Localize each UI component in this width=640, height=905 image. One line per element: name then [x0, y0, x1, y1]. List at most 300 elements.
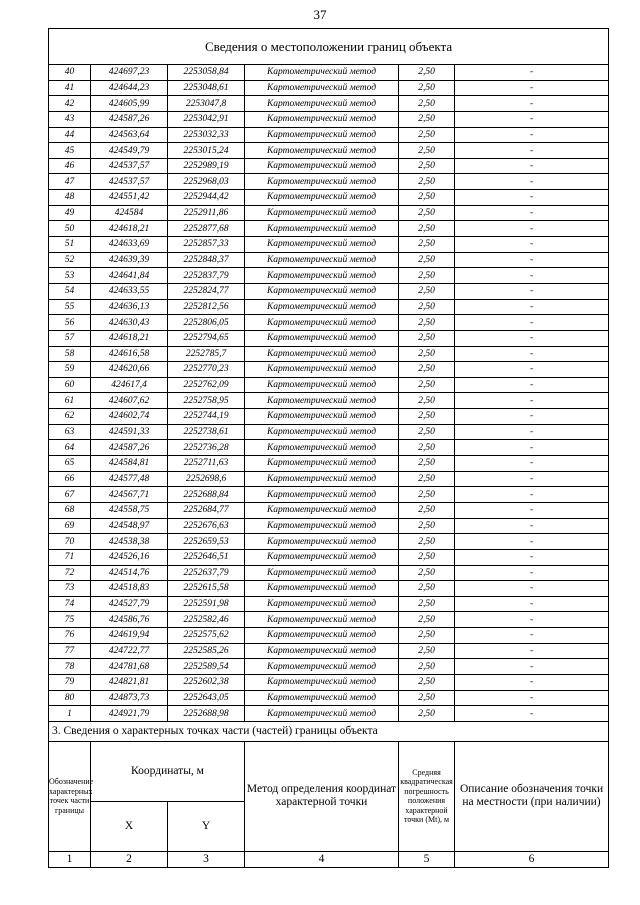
- coord-x: 424873,73: [91, 690, 168, 706]
- column-number: 2: [91, 851, 168, 867]
- table-row: [49, 252, 609, 268]
- point-number: 58: [49, 346, 91, 362]
- error-value: 2,50: [399, 393, 455, 409]
- method: Картометрический метод: [245, 690, 399, 706]
- error-value: 2,50: [399, 190, 455, 206]
- coord-y: 2252738,61: [168, 424, 245, 440]
- description: -: [455, 549, 609, 565]
- error-value: 2,50: [399, 690, 455, 706]
- header-designation: Обозначение характерных точек части границы: [49, 741, 91, 851]
- point-number: 60: [49, 377, 91, 393]
- point-number: 73: [49, 581, 91, 597]
- method: Картометрический метод: [245, 659, 399, 675]
- method: Картометрический метод: [245, 330, 399, 346]
- coord-x: 424551,42: [91, 190, 168, 206]
- coord-x: 424644,23: [91, 80, 168, 96]
- error-value: 2,50: [399, 659, 455, 675]
- description: -: [455, 518, 609, 534]
- description: -: [455, 674, 609, 690]
- method: Картометрический метод: [245, 628, 399, 644]
- point-number: 68: [49, 502, 91, 518]
- method: Картометрический метод: [245, 549, 399, 565]
- table-row: [49, 628, 609, 644]
- description: -: [455, 487, 609, 503]
- coord-x: 424607,62: [91, 393, 168, 409]
- error-value: 2,50: [399, 221, 455, 237]
- method: Картометрический метод: [245, 643, 399, 659]
- coord-x: 424537,57: [91, 174, 168, 190]
- method: Картометрический метод: [245, 205, 399, 221]
- method: Картометрический метод: [245, 158, 399, 174]
- table-row: [49, 706, 609, 722]
- point-number: 74: [49, 596, 91, 612]
- method: Картометрический метод: [245, 502, 399, 518]
- table-row: [49, 205, 609, 221]
- coord-y: 2253048,61: [168, 80, 245, 96]
- coord-x: 424617,4: [91, 377, 168, 393]
- description: -: [455, 237, 609, 253]
- coord-x: 424514,76: [91, 565, 168, 581]
- coord-x: 424722,77: [91, 643, 168, 659]
- coord-y: 2252575,62: [168, 628, 245, 644]
- point-number: 63: [49, 424, 91, 440]
- point-number: 47: [49, 174, 91, 190]
- coord-y: 2252944,42: [168, 190, 245, 206]
- method: Картометрический метод: [245, 346, 399, 362]
- point-number: 72: [49, 565, 91, 581]
- description: -: [455, 643, 609, 659]
- table-row: [49, 518, 609, 534]
- method: Картометрический метод: [245, 65, 399, 81]
- table-row: [49, 456, 609, 472]
- method: Картометрический метод: [245, 596, 399, 612]
- description: -: [455, 158, 609, 174]
- coord-x: 424619,94: [91, 628, 168, 644]
- coord-y: 2252812,56: [168, 299, 245, 315]
- table-row: [49, 237, 609, 253]
- method: Картометрический метод: [245, 440, 399, 456]
- method: Картометрический метод: [245, 612, 399, 628]
- coord-x: 424616,58: [91, 346, 168, 362]
- coord-x: 424633,55: [91, 283, 168, 299]
- coord-x: 424584,81: [91, 456, 168, 472]
- error-value: 2,50: [399, 174, 455, 190]
- error-value: 2,50: [399, 409, 455, 425]
- method: Картометрический метод: [245, 299, 399, 315]
- error-value: 2,50: [399, 612, 455, 628]
- point-number: 52: [49, 252, 91, 268]
- coord-x: 424577,48: [91, 471, 168, 487]
- coord-x: 424602,74: [91, 409, 168, 425]
- method: Картометрический метод: [245, 674, 399, 690]
- error-value: 2,50: [399, 549, 455, 565]
- method: Картометрический метод: [245, 409, 399, 425]
- column-numbers-row: [49, 851, 609, 867]
- coord-x: 424567,71: [91, 487, 168, 503]
- section-title: Сведения о местоположении границ объекта: [49, 29, 609, 65]
- coord-y: 2252736,28: [168, 440, 245, 456]
- method: Картометрический метод: [245, 534, 399, 550]
- method: Картометрический метод: [245, 237, 399, 253]
- description: -: [455, 424, 609, 440]
- table-row: [49, 471, 609, 487]
- error-value: 2,50: [399, 440, 455, 456]
- table-row: [49, 612, 609, 628]
- coord-y: 2252589,54: [168, 659, 245, 675]
- error-value: 2,50: [399, 268, 455, 284]
- coord-y: 2252785,7: [168, 346, 245, 362]
- table-row: [49, 127, 609, 143]
- table-row: [49, 674, 609, 690]
- error-value: 2,50: [399, 581, 455, 597]
- method: Картометрический метод: [245, 315, 399, 331]
- column-number: 3: [168, 851, 245, 867]
- coord-x: 424821,81: [91, 674, 168, 690]
- coord-y: 2252602,38: [168, 674, 245, 690]
- coord-y: 2252646,51: [168, 549, 245, 565]
- description: -: [455, 659, 609, 675]
- table-row: [49, 346, 609, 362]
- coord-y: 2252585,26: [168, 643, 245, 659]
- table-row: [49, 158, 609, 174]
- error-value: 2,50: [399, 252, 455, 268]
- table-row: [49, 502, 609, 518]
- point-number: 43: [49, 111, 91, 127]
- header-description: Описание обозначения точки на местности (при наличии): [455, 741, 609, 851]
- header-method: Метод определения координат характерной точки: [245, 741, 399, 851]
- method: Картометрический метод: [245, 456, 399, 472]
- coord-x: 424586,76: [91, 612, 168, 628]
- header-error: Средняя квадратическая погрешность положения характерной точки (Mt), м: [399, 741, 455, 851]
- coord-x: 424549,79: [91, 143, 168, 159]
- error-value: 2,50: [399, 471, 455, 487]
- description: -: [455, 456, 609, 472]
- description: -: [455, 80, 609, 96]
- column-number: 6: [455, 851, 609, 867]
- description: -: [455, 409, 609, 425]
- error-value: 2,50: [399, 283, 455, 299]
- method: Картометрический метод: [245, 96, 399, 112]
- error-value: 2,50: [399, 362, 455, 378]
- error-value: 2,50: [399, 315, 455, 331]
- method: Картометрический метод: [245, 362, 399, 378]
- table-row: [49, 283, 609, 299]
- table-row: [49, 221, 609, 237]
- coord-y: 2252770,23: [168, 362, 245, 378]
- coord-y: 2252744,19: [168, 409, 245, 425]
- error-value: 2,50: [399, 158, 455, 174]
- point-number: 77: [49, 643, 91, 659]
- point-number: 71: [49, 549, 91, 565]
- description: -: [455, 596, 609, 612]
- description: -: [455, 221, 609, 237]
- table-row: [49, 440, 609, 456]
- coord-y: 2252911,86: [168, 205, 245, 221]
- method: Картометрический метод: [245, 127, 399, 143]
- point-number: 62: [49, 409, 91, 425]
- error-value: 2,50: [399, 96, 455, 112]
- coord-y: 2253015,24: [168, 143, 245, 159]
- table-row: [49, 330, 609, 346]
- coord-x: 424584: [91, 205, 168, 221]
- coord-y: 2252968,03: [168, 174, 245, 190]
- description: -: [455, 96, 609, 112]
- coord-y: 2252711,63: [168, 456, 245, 472]
- error-value: 2,50: [399, 518, 455, 534]
- error-value: 2,50: [399, 487, 455, 503]
- table-row: [49, 315, 609, 331]
- coord-x: 424630,43: [91, 315, 168, 331]
- method: Картометрический метод: [245, 393, 399, 409]
- description: -: [455, 502, 609, 518]
- coord-y: 2252615,58: [168, 581, 245, 597]
- method: Картометрический метод: [245, 268, 399, 284]
- error-value: 2,50: [399, 377, 455, 393]
- method: Картометрический метод: [245, 424, 399, 440]
- point-number: 41: [49, 80, 91, 96]
- description: -: [455, 283, 609, 299]
- description: -: [455, 362, 609, 378]
- description: -: [455, 111, 609, 127]
- point-number: 51: [49, 237, 91, 253]
- header-y: Y: [168, 801, 245, 851]
- description: -: [455, 174, 609, 190]
- method: Картометрический метод: [245, 487, 399, 503]
- description: -: [455, 205, 609, 221]
- boundary-table: [48, 28, 609, 868]
- method: Картометрический метод: [245, 111, 399, 127]
- coord-x: 424618,21: [91, 330, 168, 346]
- description: -: [455, 690, 609, 706]
- coord-x: 424548,97: [91, 518, 168, 534]
- point-number: 75: [49, 612, 91, 628]
- description: -: [455, 346, 609, 362]
- method: Картометрический метод: [245, 565, 399, 581]
- error-value: 2,50: [399, 330, 455, 346]
- coord-y: 2252806,05: [168, 315, 245, 331]
- coord-x: 424538,38: [91, 534, 168, 550]
- description: -: [455, 65, 609, 81]
- point-number: 61: [49, 393, 91, 409]
- table-row: [49, 581, 609, 597]
- description: -: [455, 330, 609, 346]
- error-value: 2,50: [399, 111, 455, 127]
- coord-x: 424639,39: [91, 252, 168, 268]
- coord-y: 2252698,6: [168, 471, 245, 487]
- coord-y: 2252837,79: [168, 268, 245, 284]
- point-number: 78: [49, 659, 91, 675]
- table-row: [49, 643, 609, 659]
- page-number: 37: [313, 7, 327, 22]
- coord-y: 2252676,63: [168, 518, 245, 534]
- coord-x: 424605,99: [91, 96, 168, 112]
- coord-y: 2253032,33: [168, 127, 245, 143]
- coord-y: 2252877,68: [168, 221, 245, 237]
- coord-x: 424563,64: [91, 127, 168, 143]
- point-number: 40: [49, 65, 91, 81]
- coord-x: 424526,16: [91, 549, 168, 565]
- coord-y: 2252643,05: [168, 690, 245, 706]
- coord-y: 2252659,53: [168, 534, 245, 550]
- coord-y: 2253058,84: [168, 65, 245, 81]
- coord-x: 424537,57: [91, 158, 168, 174]
- coord-x: 424620,66: [91, 362, 168, 378]
- point-number: 45: [49, 143, 91, 159]
- error-value: 2,50: [399, 424, 455, 440]
- point-number: 59: [49, 362, 91, 378]
- description: -: [455, 534, 609, 550]
- description: -: [455, 143, 609, 159]
- error-value: 2,50: [399, 80, 455, 96]
- table-row: [49, 268, 609, 284]
- description: -: [455, 565, 609, 581]
- table-row: [49, 377, 609, 393]
- coord-x: 424587,26: [91, 440, 168, 456]
- coord-x: 424527,79: [91, 596, 168, 612]
- coord-x: 424618,21: [91, 221, 168, 237]
- error-value: 2,50: [399, 456, 455, 472]
- coord-x: 424641,84: [91, 268, 168, 284]
- error-value: 2,50: [399, 143, 455, 159]
- coord-y: 2252591,98: [168, 596, 245, 612]
- point-number: 1: [49, 706, 91, 722]
- point-number: 46: [49, 158, 91, 174]
- method: Картометрический метод: [245, 143, 399, 159]
- method: Картометрический метод: [245, 252, 399, 268]
- description: -: [455, 471, 609, 487]
- error-value: 2,50: [399, 205, 455, 221]
- coord-x: 424558,75: [91, 502, 168, 518]
- error-value: 2,50: [399, 565, 455, 581]
- point-number: 44: [49, 127, 91, 143]
- table-row: [49, 143, 609, 159]
- table-row: [49, 409, 609, 425]
- coord-x: 424921,79: [91, 706, 168, 722]
- point-number: 57: [49, 330, 91, 346]
- description: -: [455, 127, 609, 143]
- coord-y: 2252794,65: [168, 330, 245, 346]
- table-row: [49, 362, 609, 378]
- error-value: 2,50: [399, 674, 455, 690]
- description: -: [455, 315, 609, 331]
- method: Картометрический метод: [245, 190, 399, 206]
- table-row: [49, 80, 609, 96]
- method: Картометрический метод: [245, 377, 399, 393]
- coord-x: 424781,68: [91, 659, 168, 675]
- error-value: 2,50: [399, 643, 455, 659]
- method: Картометрический метод: [245, 518, 399, 534]
- error-value: 2,50: [399, 299, 455, 315]
- table-row: [49, 659, 609, 675]
- coord-x: 424697,23: [91, 65, 168, 81]
- coord-x: 424518,83: [91, 581, 168, 597]
- table-row: [49, 65, 609, 81]
- point-number: 79: [49, 674, 91, 690]
- header-coordinates: Координаты, м: [91, 741, 245, 801]
- section3-title: 3. Сведения о характерных точках части (частей) границы объекта: [49, 721, 609, 741]
- coord-y: 2252857,33: [168, 237, 245, 253]
- point-number: 50: [49, 221, 91, 237]
- description: -: [455, 628, 609, 644]
- description: -: [455, 377, 609, 393]
- error-value: 2,50: [399, 596, 455, 612]
- coord-x: 424633,69: [91, 237, 168, 253]
- point-number: 65: [49, 456, 91, 472]
- point-number: 53: [49, 268, 91, 284]
- description: -: [455, 440, 609, 456]
- coord-y: 2253047,8: [168, 96, 245, 112]
- table-row: [49, 487, 609, 503]
- table-row: [49, 690, 609, 706]
- table-row: [49, 393, 609, 409]
- header-x: X: [91, 801, 168, 851]
- table-row: [49, 299, 609, 315]
- method: Картометрический метод: [245, 706, 399, 722]
- error-value: 2,50: [399, 534, 455, 550]
- table-row: [49, 111, 609, 127]
- point-number: 54: [49, 283, 91, 299]
- description: -: [455, 252, 609, 268]
- description: -: [455, 612, 609, 628]
- coord-y: 2252637,79: [168, 565, 245, 581]
- point-number: 69: [49, 518, 91, 534]
- description: -: [455, 393, 609, 409]
- coord-x: 424591,33: [91, 424, 168, 440]
- description: -: [455, 299, 609, 315]
- coord-y: 2252824,77: [168, 283, 245, 299]
- coord-x: 424587,26: [91, 111, 168, 127]
- description: -: [455, 190, 609, 206]
- point-number: 70: [49, 534, 91, 550]
- description: -: [455, 268, 609, 284]
- error-value: 2,50: [399, 502, 455, 518]
- table-row: [49, 190, 609, 206]
- coord-y: 2252688,84: [168, 487, 245, 503]
- column-number: 5: [399, 851, 455, 867]
- method: Картометрический метод: [245, 581, 399, 597]
- coord-y: 2252762,09: [168, 377, 245, 393]
- table-row: [49, 549, 609, 565]
- coord-y: 2252758,95: [168, 393, 245, 409]
- error-value: 2,50: [399, 346, 455, 362]
- error-value: 2,50: [399, 65, 455, 81]
- table-row: [49, 565, 609, 581]
- table-row: [49, 174, 609, 190]
- table-row: [49, 96, 609, 112]
- method: Картометрический метод: [245, 174, 399, 190]
- column-number: 4: [245, 851, 399, 867]
- method: Картометрический метод: [245, 80, 399, 96]
- description: -: [455, 581, 609, 597]
- coord-x: 424636,13: [91, 299, 168, 315]
- table-row: [49, 596, 609, 612]
- coord-y: 2252848,37: [168, 252, 245, 268]
- coord-y: 2252688,98: [168, 706, 245, 722]
- coord-y: 2252989,19: [168, 158, 245, 174]
- point-number: 42: [49, 96, 91, 112]
- method: Картометрический метод: [245, 283, 399, 299]
- error-value: 2,50: [399, 706, 455, 722]
- description: -: [455, 706, 609, 722]
- point-number: 67: [49, 487, 91, 503]
- point-number: 49: [49, 205, 91, 221]
- method: Картометрический метод: [245, 471, 399, 487]
- error-value: 2,50: [399, 237, 455, 253]
- column-number: 1: [49, 851, 91, 867]
- point-number: 55: [49, 299, 91, 315]
- point-number: 48: [49, 190, 91, 206]
- coord-y: 2252582,46: [168, 612, 245, 628]
